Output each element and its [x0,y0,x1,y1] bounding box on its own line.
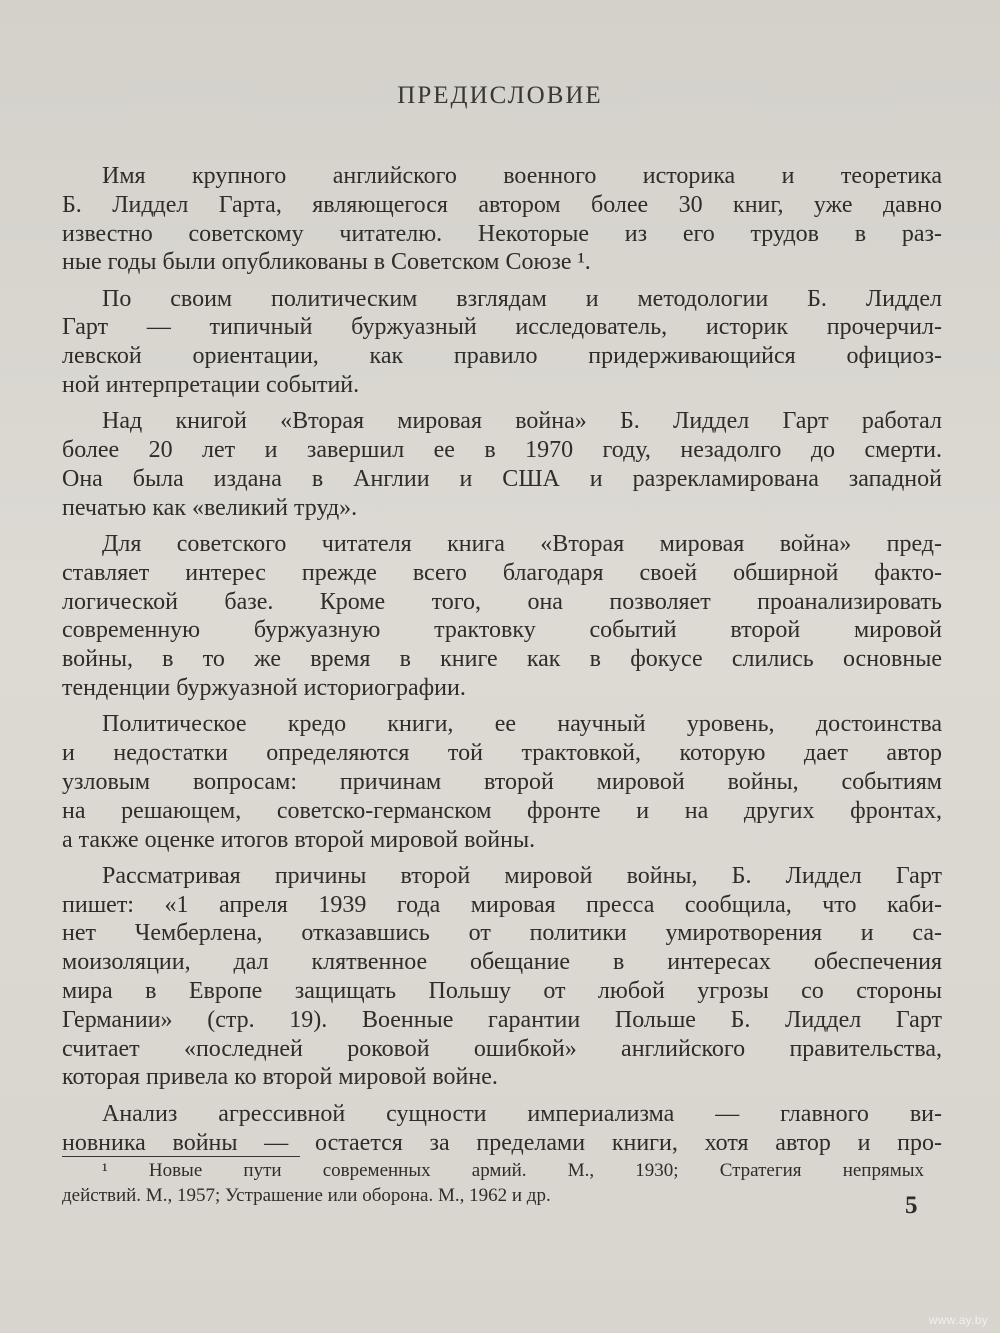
text-line: Б. Лиддел Гарта, являющегося автором более 30 книг, уже давно [62,191,942,218]
page-title: ПРЕДИСЛОВИЕ [397,82,603,109]
text-line: печатью как «великий труд». [62,494,358,521]
text-line: современную буржуазную трактовку событий второй мировой [62,617,942,644]
text-line: а также оценке итогов второй мировой войны. [62,826,536,853]
watermark: www.ay.by [928,1313,988,1327]
text-line: и недостатки определяются той трактовкой, которую дает автор [62,740,942,767]
text-line: Политическое кредо книги, ее научный уровень, достоинства [102,711,942,738]
text-line: тенденции буржуазной историографии. [62,675,466,702]
text-line: ной интерпретации событий. [62,372,360,399]
text-line: Анализ агрессивной сущности империализма — главного ви- [102,1100,942,1127]
text-line: По своим политическим взглядам и методологии Б. Лиддел [102,285,942,312]
text-line: мира в Европе защищать Польшу от любой угрозы со стороны [62,978,942,1005]
text-line: левской ориентации, как правило придерживающийся официоз- [62,343,942,370]
text-line: моизоляции, дал клятвенное обещание в интересах обеспечения [62,949,942,976]
text-line: логической базе. Кроме того, она позволяет проанализировать [62,588,942,615]
text-line: на решающем, советско-германском фронте и на других фронтах, [62,797,942,824]
text-line: Германии» (стр. 19). Военные гарантии Польше Б. Лиддел Гарт [62,1006,942,1033]
page-number: 5 [905,1192,918,1219]
text-line: ные годы были опубликованы в Советском Союзе ¹. [62,249,591,276]
text-line: считает «последней роковой ошибкой» английского правительства, [62,1035,942,1062]
text-line: Она была издана в Англии и США и разрекламирована западной [62,465,942,492]
text-line: войны, в то же время в книге как в фокусе слились основные [62,646,942,673]
text-line: Над книгой «Вторая мировая война» Б. Лиддел Гарт работал [102,408,942,435]
text-line: узловым вопросам: причинам второй мировой войны, событиям [62,768,942,795]
text-line: более 20 лет и завершил ее в 1970 году, незадолго до смерти. [62,437,942,464]
text-line: Рассматривая причины второй мировой войны, Б. Лиддел Гарт [102,862,942,889]
text-line: Для советского читателя книга «Вторая мировая война» пред- [102,531,942,558]
text-line: нет Чемберлена, отказавшись от политики умиротворения и са- [62,920,942,947]
footnote-line: ¹ Новые пути современных армий. М., 1930; Стратегия непрямых [102,1160,924,1181]
body-text [62,162,942,1157]
text-line: ставляет интерес прежде всего благодаря своей обширной факто- [62,559,942,586]
text-line: которая привела ко второй мировой войне. [62,1064,498,1091]
footnote-divider [62,1156,300,1157]
text-line: Имя крупного английского военного историка и теоретика [102,163,942,189]
footnotes [62,1158,924,1208]
text-line: Гарт — типичный буржуазный исследователь, историк прочерчил- [62,314,942,341]
text-line: пишет: «1 апреля 1939 года мировая пресса сообщила, что каби- [62,891,942,918]
footnote-line: действий. М., 1957; Устрашение или оборона. М., 1962 и др. [62,1185,551,1206]
text-line: известно советскому читателю. Некоторые из его трудов в раз- [62,220,942,247]
text-line: новника войны — остается за пределами книги, хотя автор и про- [62,1129,942,1156]
